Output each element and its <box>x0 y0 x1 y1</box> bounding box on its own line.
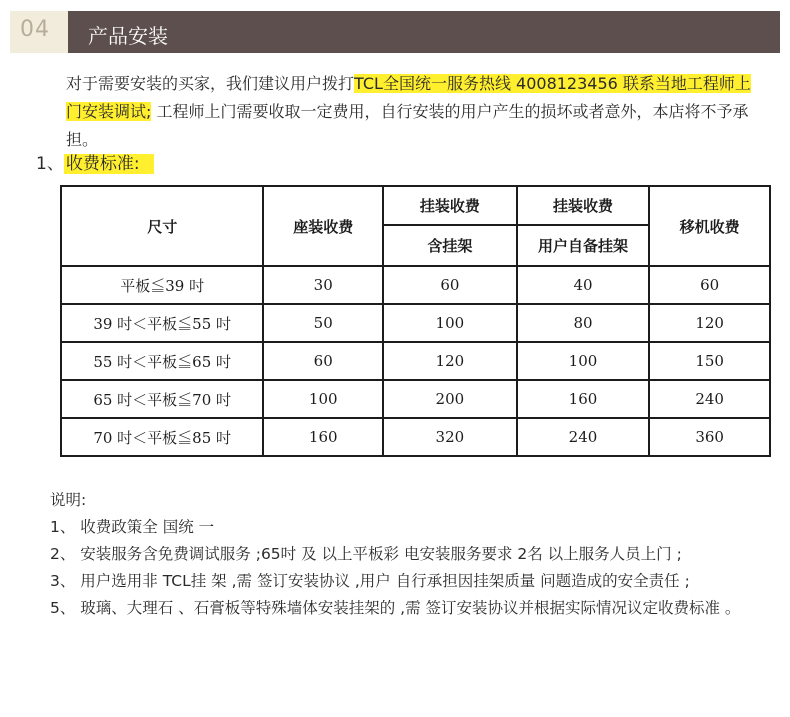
table-row <box>61 342 770 380</box>
table-row <box>61 266 770 304</box>
cell-hang-with: 120 <box>383 342 517 380</box>
header-size: 尺寸 <box>61 186 263 266</box>
header-move-fee: 移机收费 <box>649 186 770 266</box>
cell-move: 120 <box>649 304 770 342</box>
notes-section <box>50 487 770 622</box>
section-number-tab <box>10 11 68 53</box>
section-number: 04 <box>20 17 50 42</box>
note-item: 3、 用户选用非 TCL挂 架 ,需 签订安装协议 ,用户 自行承担因挂架质量 问题造成的安全责任 ; <box>50 572 690 590</box>
table-row <box>61 380 770 418</box>
note-item: 2、 安装服务含免费调试服务 ;65吋 及 以上平板彩 电安装服务要求 2名 以上服务人员上门 ; <box>50 545 682 563</box>
intro-paragraph <box>66 70 766 154</box>
section-title: 产品安装 <box>88 24 168 48</box>
notes-title: 说明: <box>50 491 87 509</box>
cell-seat: 30 <box>263 266 383 304</box>
cell-hang-with: 320 <box>383 418 517 456</box>
cell-hang-own: 80 <box>517 304 650 342</box>
cell-move: 60 <box>649 266 770 304</box>
section-header <box>10 11 780 53</box>
cell-hang-with: 60 <box>383 266 517 304</box>
cell-hang-own: 160 <box>517 380 650 418</box>
cell-size: 55 吋＜平板≦65 吋 <box>61 342 263 380</box>
note-item: 1、 收费政策全 国统 一 <box>50 518 215 536</box>
fee-standard-label: 收费标准: <box>64 154 154 174</box>
cell-move: 150 <box>649 342 770 380</box>
cell-hang-own: 40 <box>517 266 650 304</box>
cell-hang-with: 100 <box>383 304 517 342</box>
header-seat-fee: 座装收费 <box>263 186 383 266</box>
header-own-mount: 用户自备挂架 <box>517 225 650 266</box>
cell-seat: 160 <box>263 418 383 456</box>
fee-table <box>60 185 771 457</box>
cell-size: 65 吋＜平板≦70 吋 <box>61 380 263 418</box>
header-with-mount: 含挂架 <box>383 225 517 266</box>
cell-size: 平板≦39 吋 <box>61 266 263 304</box>
table-row <box>61 304 770 342</box>
cell-seat: 60 <box>263 342 383 380</box>
intro-text-1: 对于需要安装的买家，我们建议用户拨打 <box>66 74 355 93</box>
intro-text-2: 工程师上门需要收取一定费用，自行安装的用户产生的损坏或者意外，本店将不予承担。 <box>66 102 749 149</box>
cell-hang-own: 100 <box>517 342 650 380</box>
note-item: 5、 玻璃、大理石 、石膏板等特殊墙体安装挂架的 ,需 签订安装协议并根据实际情况议定收费标准 。 <box>50 599 741 617</box>
cell-size: 39 吋＜平板≦55 吋 <box>61 304 263 342</box>
cell-move: 360 <box>649 418 770 456</box>
cell-seat: 100 <box>263 380 383 418</box>
table-header-row <box>61 186 770 225</box>
cell-hang-with: 200 <box>383 380 517 418</box>
fee-standard-index: 1、 <box>36 154 64 174</box>
cell-move: 240 <box>649 380 770 418</box>
intro-highlight: TCL全国统一服务热线 4008123456 联系当地工程师上门安装调试; <box>66 74 751 121</box>
header-hang-fee-1: 挂装收费 <box>383 186 517 225</box>
header-hang-fee-2: 挂装收费 <box>517 186 650 225</box>
cell-hang-own: 240 <box>517 418 650 456</box>
table-row <box>61 418 770 456</box>
cell-seat: 50 <box>263 304 383 342</box>
cell-size: 70 吋＜平板≦85 吋 <box>61 418 263 456</box>
fee-standard-heading <box>36 150 154 178</box>
